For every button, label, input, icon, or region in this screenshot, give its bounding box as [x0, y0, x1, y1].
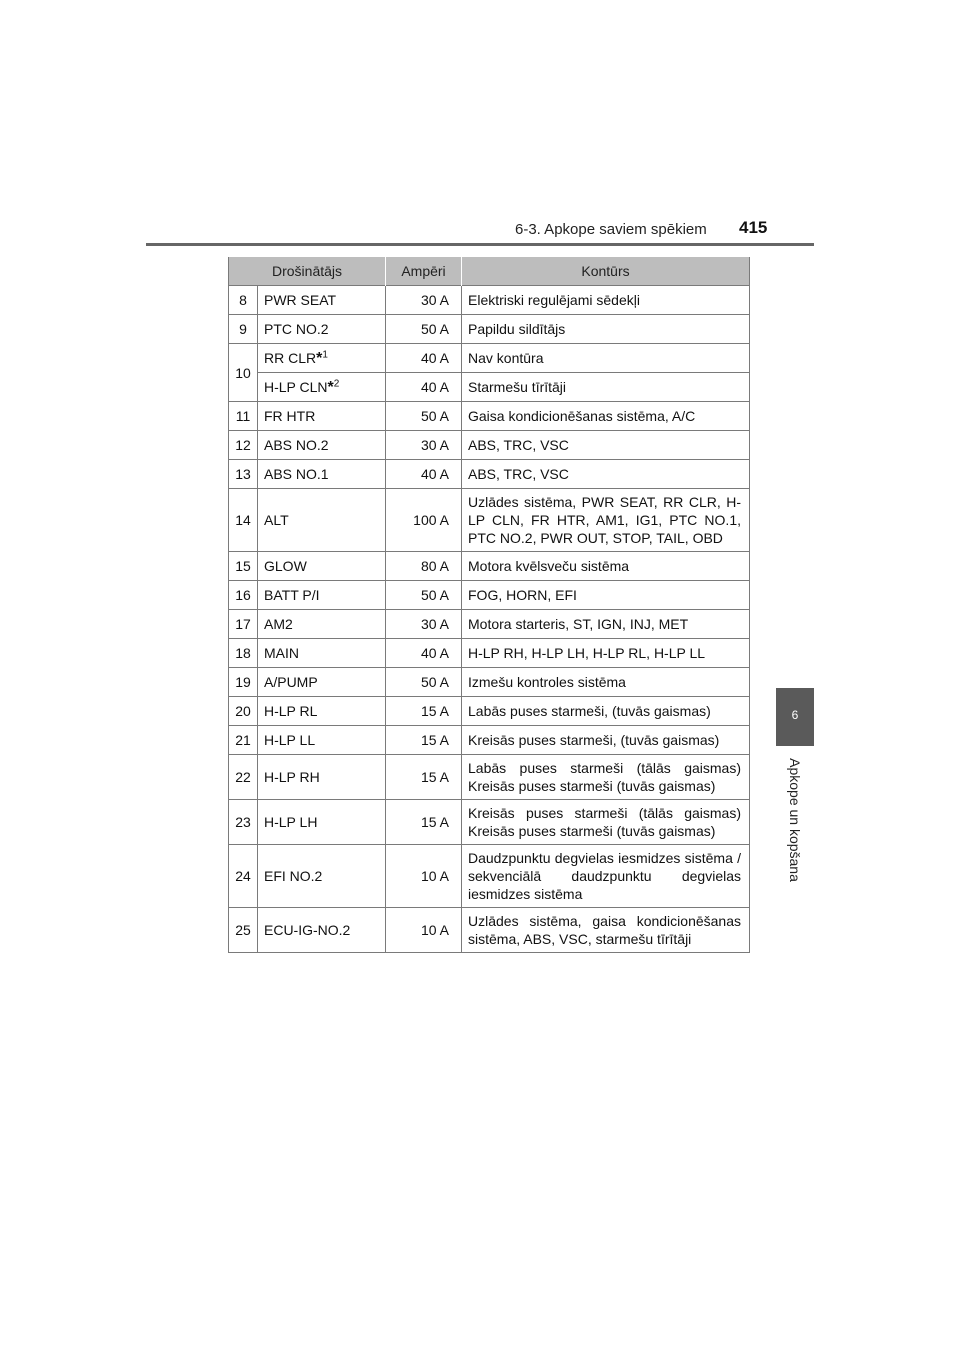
fuse-number: 15 — [229, 552, 258, 581]
fuse-name — [258, 286, 386, 315]
table-row — [229, 755, 750, 800]
fuse-number: 17 — [229, 610, 258, 639]
table-row — [229, 431, 750, 460]
fuse-amperage: 50 A — [386, 402, 462, 431]
fuse-amperage: 80 A — [386, 552, 462, 581]
fuse-name — [258, 845, 386, 908]
header-divider — [146, 243, 814, 246]
fuse-name — [258, 668, 386, 697]
table-row — [229, 800, 750, 845]
fuse-name — [258, 697, 386, 726]
fuse-name — [258, 431, 386, 460]
fuse-name-text: FR HTR — [264, 408, 316, 424]
fuse-number: 25 — [229, 908, 258, 953]
fuse-number: 23 — [229, 800, 258, 845]
fuse-number: 9 — [229, 315, 258, 344]
fuse-circuit: Labās puses starmeši (tālās gaismas) Kreisās puses starmeši (tuvās gaismas) — [462, 755, 750, 800]
fuse-circuit: Kreisās puses starmeši (tālās gaismas) Kreisās puses starmeši (tuvās gaismas) — [462, 800, 750, 845]
column-header-circuit: Kontūrs — [462, 257, 750, 286]
fuse-amperage: 50 A — [386, 581, 462, 610]
fuse-name-text: GLOW — [264, 558, 307, 574]
table-row — [229, 552, 750, 581]
fuse-name-text: PTC NO.2 — [264, 321, 329, 337]
fuse-name-text: AM2 — [264, 616, 293, 632]
fuse-table-body — [229, 286, 750, 953]
table-row — [229, 639, 750, 668]
fuse-circuit: Papildu sildītājs — [462, 315, 750, 344]
fuse-name-text: RR CLR — [264, 349, 317, 366]
fuse-number: 24 — [229, 845, 258, 908]
fuse-number: 13 — [229, 460, 258, 489]
fuse-name-text: H-LP RL — [264, 703, 318, 719]
table-row — [229, 610, 750, 639]
footnote-asterisk: * — [327, 378, 334, 396]
chapter-tab — [776, 688, 814, 746]
fuse-name — [258, 489, 386, 552]
fuse-circuit: FOG, HORN, EFI — [462, 581, 750, 610]
fuse-number: 14 — [229, 489, 258, 552]
table-row — [229, 581, 750, 610]
table-header-row — [229, 257, 750, 286]
fuse-amperage: 50 A — [386, 315, 462, 344]
fuse-name-text: H-LP LL — [264, 732, 316, 748]
fuse-name — [258, 373, 386, 402]
fuse-amperage: 10 A — [386, 845, 462, 908]
footnote-number: 1 — [322, 348, 328, 360]
fuse-number: 20 — [229, 697, 258, 726]
table-row — [229, 402, 750, 431]
fuse-name — [258, 552, 386, 581]
section-title: 6-3. Apkope saviem spēkiem — [515, 221, 707, 238]
fuse-name — [258, 610, 386, 639]
table-row — [229, 845, 750, 908]
fuse-name-text: H-LP RH — [264, 769, 320, 785]
fuse-circuit: Motora starteris, ST, IGN, INJ, MET — [462, 610, 750, 639]
fuse-number: 16 — [229, 581, 258, 610]
fuse-amperage: 30 A — [386, 286, 462, 315]
fuse-amperage: 30 A — [386, 431, 462, 460]
fuse-circuit: ABS, TRC, VSC — [462, 460, 750, 489]
fuse-number: 22 — [229, 755, 258, 800]
fuse-name-text: MAIN — [264, 645, 299, 661]
fuse-name-text: ABS NO.1 — [264, 466, 329, 482]
fuse-name-text: H-LP CLN — [264, 378, 328, 395]
fuse-amperage: 15 A — [386, 726, 462, 755]
fuse-name — [258, 639, 386, 668]
fuse-circuit: H-LP RH, H-LP LH, H-LP RL, H-LP LL — [462, 639, 750, 668]
fuse-name — [258, 755, 386, 800]
table-row — [229, 908, 750, 953]
fuse-name-text: ALT — [264, 512, 289, 528]
fuse-number: 18 — [229, 639, 258, 668]
fuse-name-text: H-LP LH — [264, 814, 318, 830]
fuse-circuit: ABS, TRC, VSC — [462, 431, 750, 460]
column-header-amperes: Ampēri — [386, 257, 462, 286]
fuse-amperage: 100 A — [386, 489, 462, 552]
fuse-amperage: 50 A — [386, 668, 462, 697]
fuse-name — [258, 581, 386, 610]
fuse-circuit: Starmešu tīrītāji — [462, 373, 750, 402]
fuse-name-text: ECU-IG-NO.2 — [264, 922, 351, 938]
fuse-name — [258, 315, 386, 344]
fuse-name-text: BATT P/I — [264, 587, 320, 603]
fuse-circuit: Izmešu kontroles sistēma — [462, 668, 750, 697]
fuse-name-text: EFI NO.2 — [264, 868, 323, 884]
fuse-number: 12 — [229, 431, 258, 460]
fuse-amperage: 15 A — [386, 697, 462, 726]
table-row — [229, 697, 750, 726]
fuse-name — [258, 402, 386, 431]
fuse-circuit: Uzlādes sistēma, gaisa kondicionēšanas sistēma, ABS, VSC, starmešu tīrītāji — [462, 908, 750, 953]
fuse-circuit: Motora kvēlsveču sistēma — [462, 552, 750, 581]
fuse-circuit: Labās puses starmeši, (tuvās gaismas) — [462, 697, 750, 726]
fuse-number: 19 — [229, 668, 258, 697]
table-row — [229, 344, 750, 373]
page-number: 415 — [739, 218, 768, 237]
table-row — [229, 315, 750, 344]
fuse-circuit: Elektriski regulējami sēdekļi — [462, 286, 750, 315]
fuse-name — [258, 800, 386, 845]
column-header-fuse: Drošinātājs — [229, 257, 386, 286]
fuse-amperage: 15 A — [386, 800, 462, 845]
fuse-circuit: Gaisa kondicionēšanas sistēma, A/C — [462, 402, 750, 431]
chapter-label: Apkope un kopšana — [787, 758, 803, 882]
footnote-number: 2 — [333, 377, 340, 389]
fuse-amperage: 10 A — [386, 908, 462, 953]
fuse-name — [258, 344, 386, 373]
fuse-name — [258, 460, 386, 489]
fuse-circuit: Kreisās puses starmeši, (tuvās gaismas) — [462, 726, 750, 755]
fuse-table — [228, 257, 750, 953]
fuse-amperage: 40 A — [386, 344, 462, 373]
fuse-amperage: 30 A — [386, 610, 462, 639]
table-row — [229, 373, 750, 402]
fuse-amperage: 40 A — [386, 460, 462, 489]
fuse-circuit: Daudzpunktu degvielas iesmidzes sistēma / sekvenciālā daudzpunktu degvielas iesmidzes sistēma — [462, 845, 750, 908]
fuse-circuit: Nav kontūra — [462, 344, 750, 373]
fuse-name — [258, 908, 386, 953]
fuse-number: 11 — [229, 402, 258, 431]
fuse-number: 8 — [229, 286, 258, 315]
table-row — [229, 668, 750, 697]
fuse-circuit: Uzlādes sistēma, PWR SEAT, RR CLR, H-LP CLN, FR HTR, AM1, IG1, PTC NO.1, PTC NO.2, PWR OUT, STOP, TAIL, OBD — [462, 489, 750, 552]
fuse-amperage: 40 A — [386, 373, 462, 402]
fuse-amperage: 15 A — [386, 755, 462, 800]
fuse-name-text: A/PUMP — [264, 674, 318, 690]
footnote-asterisk: * — [316, 349, 323, 367]
table-row — [229, 460, 750, 489]
table-row — [229, 489, 750, 552]
fuse-number: 10 — [229, 344, 258, 402]
fuse-name — [258, 726, 386, 755]
fuse-number: 21 — [229, 726, 258, 755]
fuse-name-text: ABS NO.2 — [264, 437, 329, 453]
table-row — [229, 286, 750, 315]
page-header — [0, 0, 960, 260]
table-row — [229, 726, 750, 755]
fuse-name-text: PWR SEAT — [264, 292, 337, 308]
fuse-amperage: 40 A — [386, 639, 462, 668]
chapter-number: 6 — [791, 708, 799, 722]
